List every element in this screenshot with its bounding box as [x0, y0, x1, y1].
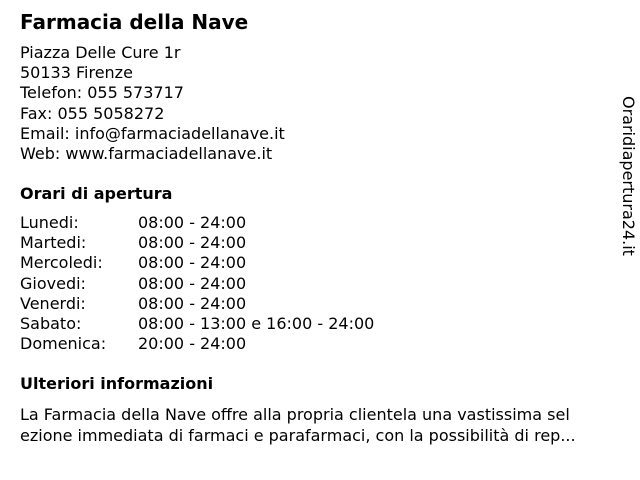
time-value: 08:00 - 24:00: [138, 293, 247, 313]
day-label: Domenica:: [20, 334, 107, 354]
pharmacy-name: Farmacia della Nave: [20, 10, 249, 34]
further-info-heading: Ulteriori informazioni: [20, 374, 214, 393]
time-value: 08:00 - 24:00: [138, 273, 247, 293]
website-address: Web: www.farmaciadellanave.it: [20, 144, 273, 164]
contact-block: [20, 43, 285, 164]
email-address: Email: info@farmaciadellanave.it: [20, 123, 285, 143]
phone-number: Telefon: 055 573717: [20, 83, 184, 103]
day-label: Sabato:: [20, 313, 82, 333]
day-label: Giovedi:: [20, 273, 86, 293]
address-city: 50133 Firenze: [20, 63, 133, 83]
description-line: La Farmacia della Nave offre alla propria clientela una vastissima sel: [20, 405, 570, 424]
time-value: 08:00 - 24:00: [138, 253, 247, 273]
time-value: 08:00 - 13:00 e 16:00 - 24:00: [138, 313, 375, 333]
opening-hours-heading: Orari di apertura: [20, 184, 173, 203]
site-brand-vertical: Oraridiapertura24.it: [619, 96, 638, 256]
day-label: Mercoledi:: [20, 253, 103, 273]
description-line: ezione immediata di farmaci e parafarmaci, con la possibilità di rep...: [20, 426, 576, 445]
address-street: Piazza Delle Cure 1r: [20, 43, 181, 62]
fax-number: Fax: 055 5058272: [20, 103, 165, 123]
pharmacy-description: [20, 404, 626, 446]
day-label: Venerdi:: [20, 293, 86, 313]
time-value: 20:00 - 24:00: [138, 334, 247, 354]
time-value: 08:00 - 24:00: [138, 213, 247, 232]
day-label: Martedi:: [20, 233, 87, 253]
day-label: Lunedi:: [20, 213, 79, 232]
time-value: 08:00 - 24:00: [138, 233, 247, 253]
